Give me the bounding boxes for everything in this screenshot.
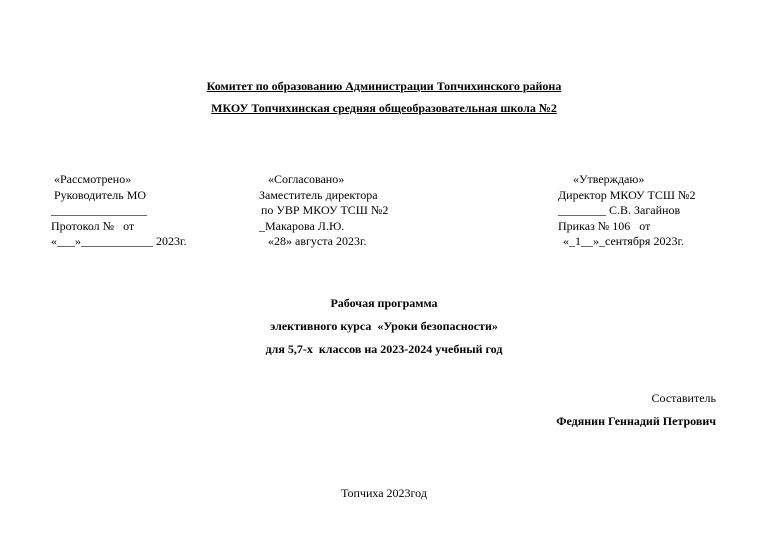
school-heading: МКОУ Топчихинская средняя общеобразовательная школа №2 xyxy=(211,101,557,115)
author-label: Составитель xyxy=(651,391,716,405)
program-course: элективного курса «Уроки безопасности» xyxy=(270,319,498,333)
place-year: Топчиха 2023год xyxy=(341,486,427,500)
program-title: Рабочая программа xyxy=(330,296,438,310)
agreed-date: «28» августа 2023г. xyxy=(268,234,367,248)
approved-date: «_1__»_сентября 2023г. xyxy=(563,234,685,248)
considered-signature-line: ________________ xyxy=(51,203,147,217)
considered-role: Руководитель МО xyxy=(54,188,147,202)
program-grades: для 5,7-х классов на 2023-2024 учебный год xyxy=(265,342,503,356)
approved-title: «Утверждаю» xyxy=(573,172,645,186)
approved-role: Директор МКОУ ТСШ №2 xyxy=(558,188,696,202)
considered-date: «___»____________ 2023г. xyxy=(51,234,187,248)
agreed-name: _Макарова Л.Ю. xyxy=(259,219,345,233)
agreed-role: Заместитель директора xyxy=(259,188,378,202)
author-name: Федянин Геннадий Петрович xyxy=(556,414,716,428)
approved-order: Приказ № 106 от xyxy=(558,219,651,233)
agreed-role-2: по УВР МКОУ ТСШ №2 xyxy=(261,203,389,217)
agreed-title: «Согласовано» xyxy=(268,172,345,186)
committee-heading: Комитет по образованию Администрации Топчихинского района xyxy=(206,79,562,93)
approved-name: ________ С.В. Загайнов xyxy=(558,203,681,217)
considered-protocol: Протокол № от xyxy=(51,219,135,233)
considered-title: «Рассмотрено» xyxy=(54,172,132,186)
